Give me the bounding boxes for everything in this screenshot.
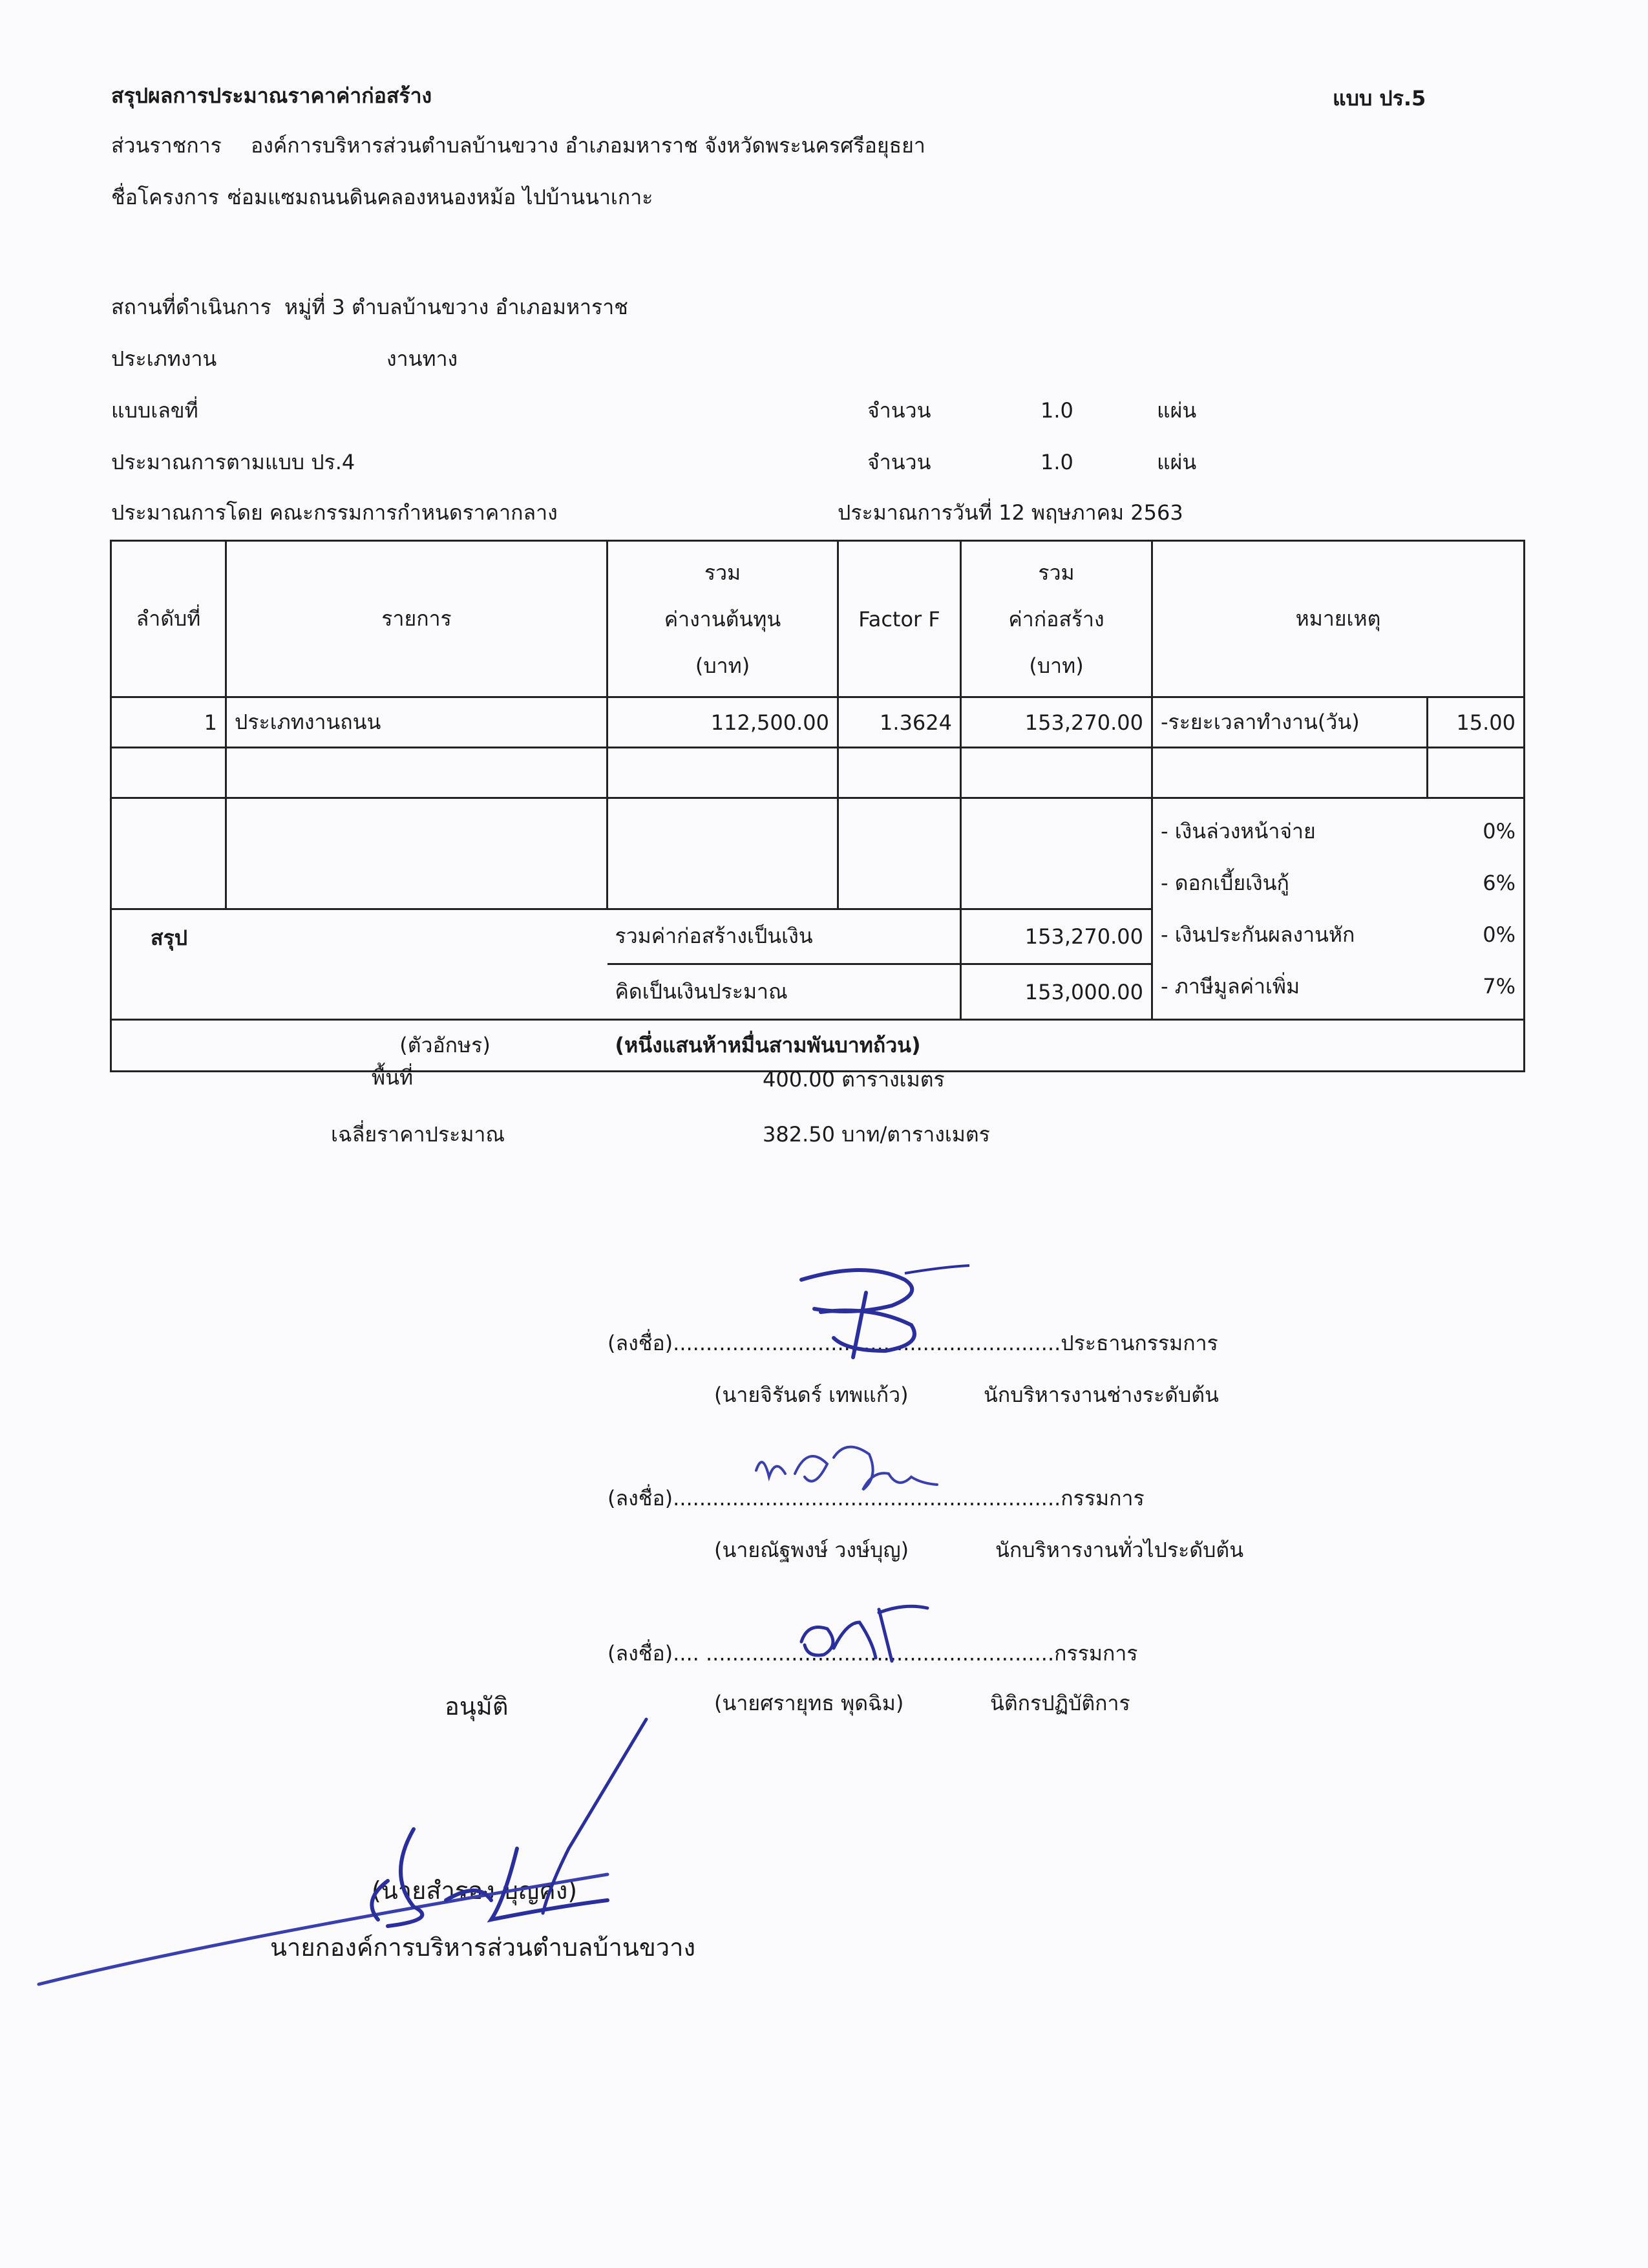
summary-round-value: 153,000.00: [961, 964, 1152, 1020]
estimate-count-label: จำนวน: [867, 450, 931, 474]
header-factor: Factor F: [838, 541, 961, 697]
estimate-date: ประมาณการวันที่ 12 พฤษภาคม 2563: [838, 500, 1183, 525]
header-item: รายการ: [226, 541, 607, 697]
location-value: หมู่ที่ 3 ตำบลบ้านขวาง อำเภอมหาราช: [284, 295, 628, 319]
header-cost: [607, 541, 838, 697]
signature-approver-image: [26, 1706, 672, 1991]
signer-member2-name: (นายศรายุทธ พุดฉิม): [714, 1691, 904, 1715]
header-remark: หมายเหตุ: [1152, 541, 1525, 697]
signature-line-member1: (ลงชื่อ)...........................................................กรรมการ: [607, 1486, 1145, 1510]
table-row-blank: [111, 798, 1525, 909]
approver-name: (นายสำรอง บุญคง): [372, 1876, 578, 1905]
header-cost-line3: (บาท): [695, 653, 750, 678]
project-value: ซ่อมแซมถนนดินคลองหนองหม้อ ไปบ้านนาเกาะ: [227, 185, 653, 209]
remark-interest-label: - ดอกเบี้ยเงินกู้: [1161, 871, 1289, 895]
summary-total-label: รวมค่าก่อสร้างเป็นเงิน: [607, 909, 961, 964]
project-label: ชื่อโครงการ: [111, 185, 219, 209]
estimated-by: ประมาณการโดย คณะกรรมการกำหนดราคากลาง: [111, 500, 558, 525]
signature-line-chair: (ลงชื่อ)...........................................................ประธานกรรมการ: [607, 1331, 1218, 1355]
words-row: [111, 1020, 1525, 1072]
summary-total-value: 153,270.00: [961, 909, 1152, 964]
row1-remark-value: 15.00: [1428, 697, 1525, 748]
row1-factor: 1.3624: [838, 697, 961, 748]
drawing-unit: แผ่น: [1157, 398, 1197, 423]
estimate-count: 1.0: [1041, 450, 1073, 474]
signer-chair-position: นักบริหารงานช่างระดับต้น: [984, 1383, 1219, 1407]
area-label: พื้นที่: [372, 1065, 414, 1090]
agency-label: ส่วนราชการ: [111, 133, 222, 158]
worktype-value: งานทาง: [386, 346, 458, 371]
row1-cost: 112,500.00: [607, 697, 838, 748]
remark-guarantee-value: 0%: [1483, 922, 1516, 947]
row1-remark-label: -ระยะเวลาทำงาน(วัน): [1152, 697, 1428, 748]
remark-vat-label: - ภาษีมูลค่าเพิ่ม: [1161, 974, 1300, 999]
remark-interest-value: 6%: [1483, 871, 1516, 895]
signature-member2-image: [788, 1596, 944, 1674]
summary-label: สรุป: [111, 909, 226, 964]
avg-label: เฉลี่ยราคาประมาณ: [331, 1122, 505, 1147]
drawing-count-label: จำนวน: [867, 398, 931, 423]
estimate-label: ประมาณการตามแบบ ปร.4: [111, 450, 355, 474]
summary-round-label: คิดเป็นเงินประมาณ: [607, 964, 961, 1020]
summary-table: [110, 540, 1525, 1072]
remarks-cell: [1152, 798, 1525, 1020]
table-row-empty: [111, 748, 1525, 798]
header-total-line3: (บาท): [1029, 653, 1084, 678]
approver-position: นายกองค์การบริหารส่วนตำบลบ้านขวาง: [270, 1933, 696, 1962]
header-cost-line2: ค่างานต้นทุน: [664, 606, 781, 631]
words-label: (ตัวอักษร): [226, 1020, 607, 1072]
signature-line-member2: (ลงชื่อ).... .....................................................กรรมการ: [607, 1641, 1138, 1666]
signature-chair-image: [776, 1254, 982, 1370]
signer-member1-position: นักบริหารงานทั่วไประดับต้น: [995, 1538, 1244, 1562]
remark-item: [1161, 960, 1516, 1012]
remark-item: [1161, 805, 1516, 857]
document-title: สรุปผลการประมาณราคาค่าก่อสร้าง: [111, 83, 432, 108]
row1-item: ประเภทงานถนน: [226, 697, 607, 748]
signature-member1-image: [750, 1438, 944, 1509]
header-total-line2: ค่าก่อสร้าง: [1008, 606, 1104, 631]
signer-chair-name: (นายจิรันดร์ เทพแก้ว): [714, 1383, 909, 1407]
remark-advance-value: 0%: [1483, 819, 1516, 843]
remark-item: [1161, 857, 1516, 909]
drawing-label: แบบเลขที่: [111, 398, 198, 423]
header-no: ลำดับที่: [111, 541, 226, 697]
table-row: [111, 697, 1525, 748]
header-cost-line1: รวม: [704, 560, 741, 585]
header-total-line1: รวม: [1038, 560, 1075, 585]
remark-vat-value: 7%: [1483, 974, 1516, 999]
form-code: แบบ ปร.5: [1333, 86, 1426, 111]
avg-value: 382.50 บาท/ตารางเมตร: [763, 1122, 990, 1147]
drawing-count: 1.0: [1041, 398, 1073, 423]
words-value: (หนึ่งแสนห้าหมื่นสามพันบาทถ้วน): [607, 1020, 1525, 1072]
signer-member1-name: (นายณัฐพงษ์ วงษ์บุญ): [714, 1538, 909, 1562]
approval-label: อนุมัติ: [445, 1692, 509, 1721]
table-header-row: [111, 541, 1525, 697]
remark-item: [1161, 909, 1516, 960]
agency-value: องค์การบริหารส่วนตำบลบ้านขวาง อำเภอมหาราช จังหวัดพระนครศรีอยุธยา: [251, 133, 925, 158]
remark-guarantee-label: - เงินประกันผลงานหัก: [1161, 922, 1355, 947]
signer-member2-position: นิติกรปฏิบัติการ: [990, 1691, 1130, 1715]
worktype-label: ประเภทงาน: [111, 346, 217, 371]
estimate-unit: แผ่น: [1157, 450, 1197, 474]
row1-no: 1: [111, 697, 226, 748]
area-value: 400.00 ตารางเมตร: [763, 1067, 945, 1092]
remark-advance-label: - เงินล่วงหน้าจ่าย: [1161, 819, 1316, 843]
header-total: [961, 541, 1152, 697]
row1-total: 153,270.00: [961, 697, 1152, 748]
location-label: สถานที่ดำเนินการ: [111, 295, 271, 319]
